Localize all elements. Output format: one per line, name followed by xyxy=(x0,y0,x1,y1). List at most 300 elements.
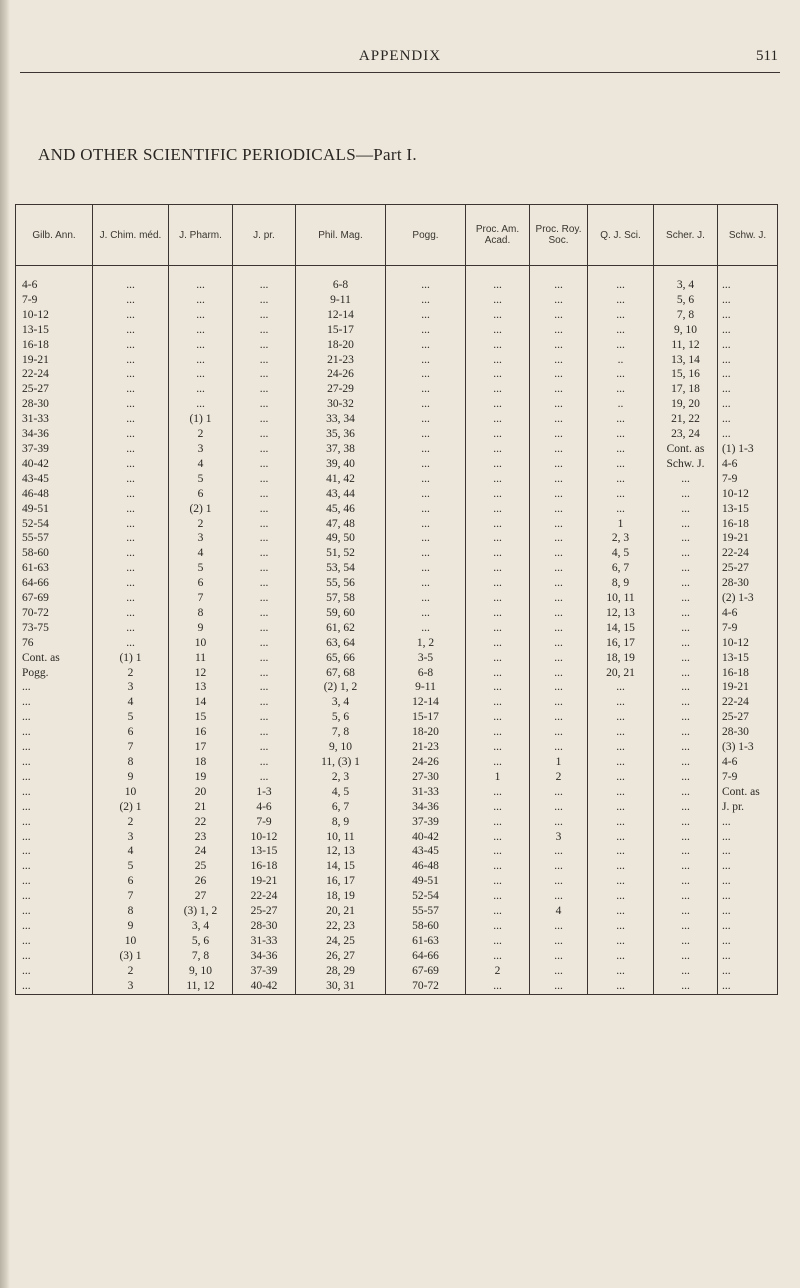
table-cell: ... xyxy=(530,457,588,472)
table-row xyxy=(16,472,778,487)
table-cell: ... xyxy=(233,666,296,681)
table-cell: ... xyxy=(233,472,296,487)
table-cell: ... xyxy=(588,338,654,353)
table-cell: 24-26 xyxy=(296,367,386,382)
table-cell: 7-9 xyxy=(718,621,778,636)
table-cell: 16 xyxy=(169,725,233,740)
table-cell: 22-24 xyxy=(16,367,93,382)
table-cell: ... xyxy=(16,919,93,934)
table-cell: ... xyxy=(233,546,296,561)
column-header: Phil. Mag. xyxy=(296,205,386,266)
table-cell: ... xyxy=(233,695,296,710)
table-cell: ... xyxy=(93,487,169,502)
table-cell: ... xyxy=(530,666,588,681)
table-cell: 1-3 xyxy=(233,785,296,800)
table-cell: 28-30 xyxy=(233,919,296,934)
table-cell: ... xyxy=(588,889,654,904)
table-row xyxy=(16,606,778,621)
table-cell: ... xyxy=(466,382,530,397)
table-cell: ... xyxy=(386,338,466,353)
table-cell: ... xyxy=(588,695,654,710)
table-row xyxy=(16,531,778,546)
table-cell: 45, 46 xyxy=(296,502,386,517)
table-cell: 4 xyxy=(93,844,169,859)
table-cell: 22, 23 xyxy=(296,919,386,934)
table-cell: ... xyxy=(386,561,466,576)
table-cell: ... xyxy=(233,740,296,755)
table-cell: ... xyxy=(386,293,466,308)
table-cell: ... xyxy=(93,591,169,606)
table-cell: 10 xyxy=(169,636,233,651)
table-cell: ... xyxy=(233,725,296,740)
table-cell: ... xyxy=(169,338,233,353)
table-cell: ... xyxy=(466,710,530,725)
table-cell: ... xyxy=(530,725,588,740)
table-cell: 13-15 xyxy=(16,323,93,338)
table-cell: ... xyxy=(93,278,169,293)
spacer-cell xyxy=(296,266,386,279)
table-cell: 24, 25 xyxy=(296,934,386,949)
table-cell: 13-15 xyxy=(718,502,778,517)
table-cell: ... xyxy=(93,621,169,636)
table-cell: ... xyxy=(16,785,93,800)
table-cell: (2) 1, 2 xyxy=(296,680,386,695)
table-cell: ... xyxy=(654,606,718,621)
table-row xyxy=(16,979,778,994)
table-cell: ... xyxy=(530,934,588,949)
table-cell: 49-51 xyxy=(386,874,466,889)
table-cell: ... xyxy=(16,934,93,949)
table-cell: ... xyxy=(16,949,93,964)
table-cell: ... xyxy=(588,740,654,755)
page-number: 511 xyxy=(756,48,778,64)
table-cell: (3) 1-3 xyxy=(718,740,778,755)
table-cell: 23 xyxy=(169,830,233,845)
table-row xyxy=(16,740,778,755)
table-cell: 43-45 xyxy=(386,844,466,859)
table-cell: 40-42 xyxy=(386,830,466,845)
table-cell: 73-75 xyxy=(16,621,93,636)
table-row xyxy=(16,695,778,710)
table-cell: 4-6 xyxy=(233,800,296,815)
table-cell: 70-72 xyxy=(16,606,93,621)
table-cell: 25-27 xyxy=(718,710,778,725)
table-cell: ... xyxy=(530,844,588,859)
table-cell: ... xyxy=(386,427,466,442)
table-cell: 5, 6 xyxy=(296,710,386,725)
table-cell: ... xyxy=(466,427,530,442)
table-cell: ... xyxy=(466,904,530,919)
table-cell: 5 xyxy=(93,710,169,725)
table-cell: 70-72 xyxy=(386,979,466,994)
table-cell: 26, 27 xyxy=(296,949,386,964)
table-cell: ... xyxy=(233,770,296,785)
table-cell: ... xyxy=(588,472,654,487)
table-row xyxy=(16,710,778,725)
table-cell: ... xyxy=(466,725,530,740)
table-cell: ... xyxy=(466,367,530,382)
table-cell: (1) 1-3 xyxy=(718,442,778,457)
table-cell: ... xyxy=(718,874,778,889)
table-cell: 25-27 xyxy=(233,904,296,919)
table-cell: ... xyxy=(386,472,466,487)
table-cell: 64-66 xyxy=(16,576,93,591)
table-cell: ... xyxy=(16,815,93,830)
table-cell: ... xyxy=(466,621,530,636)
table-cell: ... xyxy=(654,785,718,800)
table-cell: ... xyxy=(233,427,296,442)
table-cell: ... xyxy=(530,517,588,532)
table-cell: ... xyxy=(386,278,466,293)
table-cell: ... xyxy=(93,606,169,621)
table-cell: 3-5 xyxy=(386,651,466,666)
table-cell: ... xyxy=(466,815,530,830)
table-cell: 8 xyxy=(93,755,169,770)
table-cell: ... xyxy=(466,323,530,338)
table-cell: ... xyxy=(386,621,466,636)
table-cell: ... xyxy=(466,785,530,800)
table-cell: ... xyxy=(588,859,654,874)
table-cell: ... xyxy=(93,293,169,308)
table-cell: ... xyxy=(466,740,530,755)
table-cell: 19 xyxy=(169,770,233,785)
table-cell: ... xyxy=(530,412,588,427)
spacer-cell xyxy=(530,266,588,279)
table-cell: ... xyxy=(466,278,530,293)
table-cell: ... xyxy=(93,472,169,487)
table-cell: ... xyxy=(93,502,169,517)
table-cell: ... xyxy=(530,591,588,606)
spacer-cell xyxy=(93,266,169,279)
table-cell: 8 xyxy=(169,606,233,621)
table-cell: 2 xyxy=(93,666,169,681)
table-cell: 31-33 xyxy=(16,412,93,427)
spacer-cell xyxy=(386,266,466,279)
table-cell: ... xyxy=(466,800,530,815)
table-cell: ... xyxy=(530,502,588,517)
table-cell: .. xyxy=(588,353,654,368)
table-cell: 27 xyxy=(169,889,233,904)
table-cell: Cont. as xyxy=(16,651,93,666)
table-row xyxy=(16,964,778,979)
table-cell: ... xyxy=(386,367,466,382)
table-cell: 21, 22 xyxy=(654,412,718,427)
table-cell: ... xyxy=(16,710,93,725)
table-cell: 16-18 xyxy=(718,666,778,681)
table-cell: 30, 31 xyxy=(296,979,386,994)
table-cell: 34-36 xyxy=(16,427,93,442)
table-cell: (2) 1 xyxy=(169,502,233,517)
table-cell: 16-18 xyxy=(16,338,93,353)
table-cell: 6-8 xyxy=(296,278,386,293)
table-cell: ... xyxy=(466,531,530,546)
page-title: AND OTHER SCIENTIFIC PERIODICALS—Part I. xyxy=(38,145,417,164)
table-cell: 12-14 xyxy=(296,308,386,323)
book-spine-shadow xyxy=(0,0,10,1288)
table-cell: ... xyxy=(530,278,588,293)
table-cell: 7-9 xyxy=(233,815,296,830)
table-cell: ... xyxy=(654,531,718,546)
table-cell: ... xyxy=(654,487,718,502)
table-cell: ... xyxy=(93,353,169,368)
table-cell: ... xyxy=(233,412,296,427)
table-cell: ... xyxy=(588,800,654,815)
table-cell: ... xyxy=(466,979,530,994)
table-cell: 17, 18 xyxy=(654,382,718,397)
table-cell: ... xyxy=(233,338,296,353)
table-cell: 5 xyxy=(169,561,233,576)
table-cell: ... xyxy=(530,680,588,695)
table-cell: ... xyxy=(530,576,588,591)
table-cell: ... xyxy=(588,487,654,502)
column-header: Pogg. xyxy=(386,205,466,266)
table-cell: ... xyxy=(654,591,718,606)
table-cell: 7, 8 xyxy=(654,308,718,323)
table-cell: ... xyxy=(386,397,466,412)
table-cell: Schw. J. xyxy=(654,457,718,472)
table-cell: ... xyxy=(588,979,654,994)
table-cell: 1, 2 xyxy=(386,636,466,651)
table-cell: 2 xyxy=(169,517,233,532)
table-cell: ... xyxy=(93,457,169,472)
table-cell: ... xyxy=(233,576,296,591)
table-cell: ... xyxy=(466,457,530,472)
table-cell: 22-24 xyxy=(233,889,296,904)
table-cell: ... xyxy=(93,323,169,338)
table-cell: ... xyxy=(466,934,530,949)
table-cell: 3, 4 xyxy=(654,278,718,293)
table-cell: 10-12 xyxy=(16,308,93,323)
table-cell: 5 xyxy=(169,472,233,487)
table-cell: 22 xyxy=(169,815,233,830)
table-cell: Cont. as xyxy=(718,785,778,800)
table-cell: 22-24 xyxy=(718,546,778,561)
table-cell: 6 xyxy=(93,725,169,740)
table-cell: ... xyxy=(169,308,233,323)
table-cell: ... xyxy=(93,531,169,546)
table-cell: (1) 1 xyxy=(93,651,169,666)
table-cell: ... xyxy=(530,710,588,725)
table-cell: 21-23 xyxy=(386,740,466,755)
table-cell: ... xyxy=(386,606,466,621)
table-cell: ... xyxy=(654,561,718,576)
table-cell: ... xyxy=(169,293,233,308)
table-row xyxy=(16,830,778,845)
table-cell: ... xyxy=(233,442,296,457)
table-cell: ... xyxy=(530,397,588,412)
table-cell: ... xyxy=(233,457,296,472)
table-row xyxy=(16,651,778,666)
table-cell: ... xyxy=(530,427,588,442)
table-cell: ... xyxy=(718,308,778,323)
spacer-cell xyxy=(16,266,93,279)
table-cell: 3 xyxy=(530,830,588,845)
table-cell: ... xyxy=(16,770,93,785)
table-cell: ... xyxy=(588,293,654,308)
table-cell: ... xyxy=(654,859,718,874)
table-cell: 64-66 xyxy=(386,949,466,964)
table-cell: ... xyxy=(588,919,654,934)
table-cell: ... xyxy=(233,755,296,770)
table-cell: ... xyxy=(654,517,718,532)
table-cell: (3) 1, 2 xyxy=(169,904,233,919)
table-cell: 4-6 xyxy=(718,457,778,472)
table-cell: 31-33 xyxy=(233,934,296,949)
table-body xyxy=(16,266,778,995)
table-cell: ... xyxy=(466,636,530,651)
table-cell: ... xyxy=(530,964,588,979)
table-cell: 34-36 xyxy=(386,800,466,815)
table-cell: ... xyxy=(718,397,778,412)
table-row xyxy=(16,502,778,517)
table-cell: 53, 54 xyxy=(296,561,386,576)
table-cell: ... xyxy=(386,412,466,427)
table-cell: ... xyxy=(530,442,588,457)
table-cell: ... xyxy=(466,844,530,859)
table-cell: ... xyxy=(530,472,588,487)
table-row xyxy=(16,323,778,338)
table-cell: ... xyxy=(654,502,718,517)
table-cell: ... xyxy=(233,606,296,621)
table-row xyxy=(16,576,778,591)
table-cell: ... xyxy=(530,785,588,800)
table-header-row xyxy=(16,205,778,266)
table-cell: ... xyxy=(386,323,466,338)
table-cell: (2) 1 xyxy=(93,800,169,815)
table-cell: 65, 66 xyxy=(296,651,386,666)
table-cell: ... xyxy=(466,919,530,934)
table-cell: ... xyxy=(16,695,93,710)
table-cell: 40-42 xyxy=(16,457,93,472)
table-cell: 19-21 xyxy=(718,531,778,546)
table-cell: 67-69 xyxy=(386,964,466,979)
table-cell: ... xyxy=(169,367,233,382)
table-cell: ... xyxy=(233,531,296,546)
table-cell: ... xyxy=(654,651,718,666)
table-row xyxy=(16,621,778,636)
periodicals-table xyxy=(15,204,778,995)
table-cell: ... xyxy=(233,353,296,368)
table-cell: ... xyxy=(654,770,718,785)
table-cell: ... xyxy=(718,367,778,382)
table-cell: 16-18 xyxy=(718,517,778,532)
table-cell: 28-30 xyxy=(718,576,778,591)
table-cell: 19-21 xyxy=(16,353,93,368)
table-cell: 6 xyxy=(169,576,233,591)
table-cell: ... xyxy=(466,755,530,770)
table-cell: ... xyxy=(466,591,530,606)
table-cell: ... xyxy=(588,949,654,964)
table-cell: 25-27 xyxy=(16,382,93,397)
table-cell: 4-6 xyxy=(718,755,778,770)
table-cell: ... xyxy=(233,710,296,725)
table-row xyxy=(16,785,778,800)
table-cell: ... xyxy=(588,934,654,949)
table-cell: 18-20 xyxy=(386,725,466,740)
table-cell: ... xyxy=(466,606,530,621)
table-cell: 10, 11 xyxy=(588,591,654,606)
spacer-cell xyxy=(718,266,778,279)
table-cell: ... xyxy=(654,740,718,755)
table-cell: 5 xyxy=(93,859,169,874)
table-cell: 37-39 xyxy=(386,815,466,830)
table-cell: J. pr. xyxy=(718,800,778,815)
table-cell: ... xyxy=(169,278,233,293)
table-cell: 28-30 xyxy=(16,397,93,412)
column-header: Schw. J. xyxy=(718,205,778,266)
table-cell: ... xyxy=(530,800,588,815)
table-cell: 2 xyxy=(93,964,169,979)
table-cell: ... xyxy=(16,859,93,874)
table-cell: 47, 48 xyxy=(296,517,386,532)
table-cell: 10-12 xyxy=(233,830,296,845)
table-cell: ... xyxy=(16,964,93,979)
table-cell: 11 xyxy=(169,651,233,666)
table-cell: ... xyxy=(588,427,654,442)
table-cell: ... xyxy=(654,666,718,681)
table-cell: 1 xyxy=(530,755,588,770)
table-cell: ... xyxy=(530,367,588,382)
table-cell: ... xyxy=(233,278,296,293)
column-header: J. pr. xyxy=(233,205,296,266)
table-cell: ... xyxy=(718,859,778,874)
table-cell: 21-23 xyxy=(296,353,386,368)
table-cell: 67, 68 xyxy=(296,666,386,681)
table-cell: 49-51 xyxy=(16,502,93,517)
table-cell: 3 xyxy=(93,680,169,695)
table-row xyxy=(16,949,778,964)
table-cell: 52-54 xyxy=(386,889,466,904)
table-cell: ... xyxy=(588,457,654,472)
table-cell: 4 xyxy=(530,904,588,919)
table-cell: 11, (3) 1 xyxy=(296,755,386,770)
table-cell: 5, 6 xyxy=(654,293,718,308)
table-cell: 59, 60 xyxy=(296,606,386,621)
table-cell: ... xyxy=(718,949,778,964)
table-cell: 12, 13 xyxy=(588,606,654,621)
table-cell: 8 xyxy=(93,904,169,919)
table-cell: 15-17 xyxy=(386,710,466,725)
table-cell: ... xyxy=(588,502,654,517)
table-cell: ... xyxy=(588,785,654,800)
table-cell: ... xyxy=(530,353,588,368)
table-cell: 41, 42 xyxy=(296,472,386,487)
table-cell: ... xyxy=(386,457,466,472)
table-cell: 18, 19 xyxy=(296,889,386,904)
table-cell: 23, 24 xyxy=(654,427,718,442)
table-cell: 1 xyxy=(466,770,530,785)
table-cell: 27-30 xyxy=(386,770,466,785)
table-row xyxy=(16,457,778,472)
table-cell: ... xyxy=(530,293,588,308)
table-cell: ... xyxy=(530,874,588,889)
column-header: Proc. Roy. Soc. xyxy=(530,205,588,266)
table-cell: ... xyxy=(386,576,466,591)
table-cell: ... xyxy=(718,353,778,368)
table-cell: 55-57 xyxy=(16,531,93,546)
table-cell: ... xyxy=(466,397,530,412)
table-cell: ... xyxy=(530,651,588,666)
spacer-cell xyxy=(169,266,233,279)
table-cell: 14, 15 xyxy=(296,859,386,874)
table-cell: 6, 7 xyxy=(296,800,386,815)
table-row xyxy=(16,338,778,353)
table-cell: ... xyxy=(466,874,530,889)
table-cell: 2, 3 xyxy=(588,531,654,546)
table-cell: 2 xyxy=(530,770,588,785)
table-cell: 61-63 xyxy=(16,561,93,576)
table-cell: ... xyxy=(530,636,588,651)
